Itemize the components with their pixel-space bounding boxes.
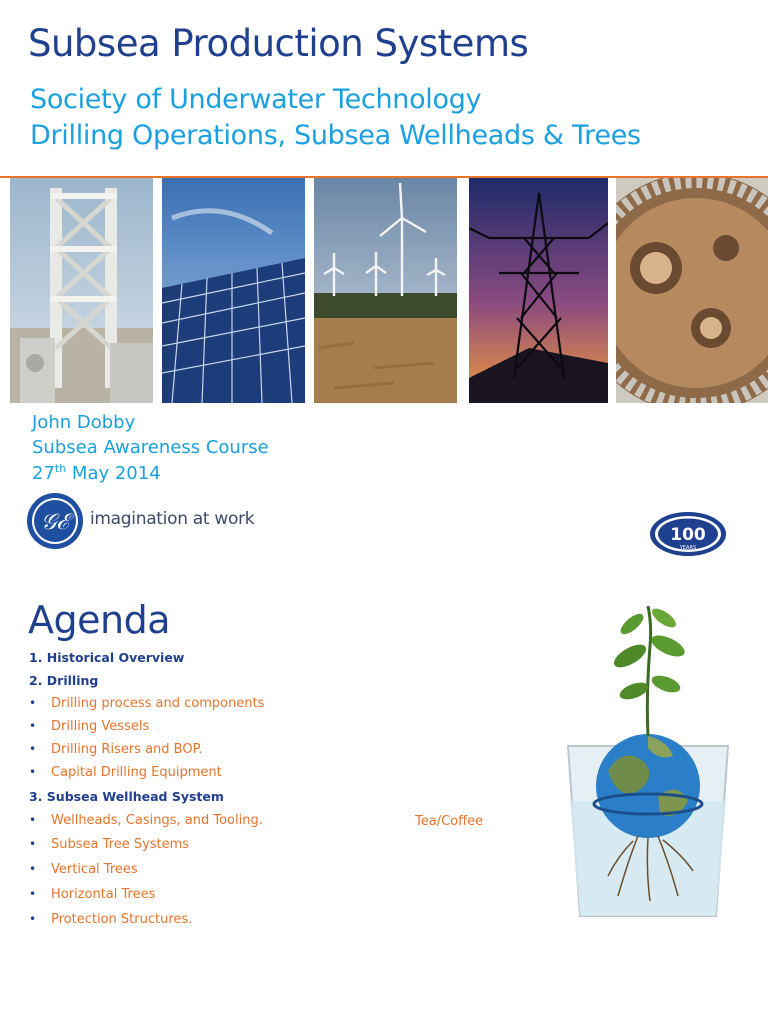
tea-coffee-note: Tea/Coffee xyxy=(415,814,484,829)
wind-turbines-photo xyxy=(314,178,457,403)
bullet-mark: • xyxy=(29,887,37,901)
photo-strip xyxy=(10,178,768,403)
agenda-bullet: • Subsea Tree Systems xyxy=(29,837,190,852)
agenda-bullet: • Horizontal Trees xyxy=(29,887,156,902)
agenda-bullet: • Drilling process and components xyxy=(29,696,265,711)
agenda-title: Agenda xyxy=(28,598,170,642)
svg-text:𝒢ℰ: 𝒢ℰ xyxy=(40,510,70,535)
bullet-mark: • xyxy=(29,813,37,827)
agenda-bullet: • Capital Drilling Equipment xyxy=(29,765,222,780)
agenda-slide xyxy=(0,576,768,1024)
ge-tagline: imagination at work xyxy=(90,509,255,529)
course-name: Subsea Awareness Course xyxy=(32,437,269,458)
plant-globe-glass-image xyxy=(548,596,748,926)
presentation-date: 27th May 2014 xyxy=(32,462,161,484)
svg-text:YEARS: YEARS xyxy=(679,545,697,551)
agenda-section: 1. Historical Overview xyxy=(29,650,185,665)
ge-monogram-logo xyxy=(26,492,84,550)
centenary-badge-logo xyxy=(648,510,728,558)
agenda-bullet: • Vertical Trees xyxy=(29,862,138,877)
agenda-bullet: • Drilling Risers and BOP. xyxy=(29,742,203,757)
agenda-bullet: • Drilling Vessels xyxy=(29,719,150,734)
gear-photo xyxy=(616,178,768,403)
subtitle-line-1: Society of Underwater Technology xyxy=(30,84,482,115)
bullet-mark: • xyxy=(29,696,37,710)
power-pylon-photo xyxy=(469,178,608,403)
bullet-mark: • xyxy=(29,912,37,926)
subtitle-line-2: Drilling Operations, Subsea Wellheads & Trees xyxy=(30,120,641,151)
industrial-plant-photo xyxy=(10,178,153,403)
bullet-mark: • xyxy=(29,719,37,733)
svg-text:100: 100 xyxy=(670,525,706,545)
slide-title: Subsea Production Systems xyxy=(28,22,529,65)
solar-panels-photo xyxy=(162,178,305,403)
presenter-name: John Dobby xyxy=(32,412,136,433)
agenda-section: 3. Subsea Wellhead System xyxy=(29,789,224,804)
bullet-mark: • xyxy=(29,862,37,876)
bullet-mark: • xyxy=(29,742,37,756)
agenda-bullet: • Wellheads, Casings, and Tooling. xyxy=(29,813,263,828)
bullet-mark: • xyxy=(29,837,37,851)
agenda-section: 2. Drilling xyxy=(29,673,99,688)
agenda-bullet: • Protection Structures. xyxy=(29,912,193,927)
bullet-mark: • xyxy=(29,765,37,779)
